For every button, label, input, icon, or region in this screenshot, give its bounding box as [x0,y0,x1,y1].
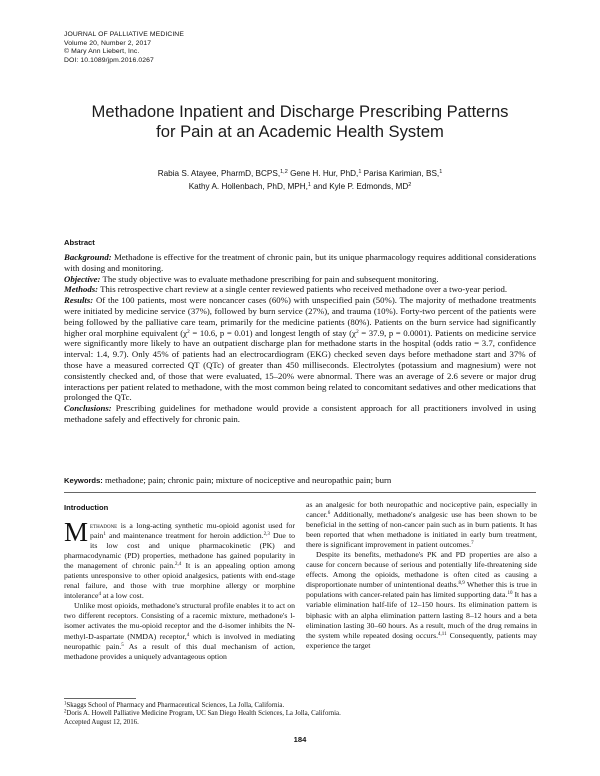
citation: 4,11 [438,631,447,637]
intro-paragraph-2 [64,601,295,661]
abstract-conclusions [64,403,536,425]
author-name: Gene H. Hur, PhD, [290,169,359,178]
results-label: Results: [64,295,94,306]
conclusions-label: Conclusions: [64,403,112,414]
right-column [306,500,537,651]
results-text-c: = 37.9, p = 0.0001). Patients on medicine service were significantly more likely to have an outpatient discharge plan for methadone starts in the hospital (odds ratio = 3.7, confidence interval: 1.4, 9.7). Only 45% of patients had an electrocardiogram (EKG) checked seven days before methadone start and 37% of those have a measured corrected QT (QTc) of greater than 450 milliseconds. Electrolytes (potassium and magnesium) were not consistently checked and, of those that were evaluated, 15–20% were abnormal. There was an average of 2.6 severe or major drug interactions per patient related to methadone, with the most common being related to concomitant sedatives and other medications that prolonged the QTc. [64,327,537,403]
citation: 2,4 [175,562,182,568]
citation: 6 [327,511,331,517]
citation: 5 [121,642,124,648]
text-run: and maintenance treatment for heroin addiction. [105,531,264,541]
text-run: which is involved in mediating neuropathic pain. [64,631,295,651]
abstract-heading: Abstract [64,238,95,247]
abstract-objective [64,274,536,285]
results-text-a: Of the 100 patients, most were noncancer cases (60%) with unspecified pain (50%). The majority of methadone treatments were initiated by medicine service (37%), followed by burn service (27%), and trauma (10%). Forty-two percent of the patients were being followed by the palliative care team, primarily for the medicine patients (80%). Patients on the burn service had significantly higher oral morphine equivalent (χ [64,295,537,338]
footnote-marker: 1 [64,701,67,707]
footnote-text: Doris A. Howell Palliative Medicine Program, UC San Diego Health Sciences, La Jolla, California. [66,710,341,718]
text-run: Additionally, methadone's analgesic use has been shown to be beneficial in the setting of non-cancer pain such as in burn patients. It has been reported that when methadone is initiated in early burn treatment, there is significant improvement in patient outcomes. [306,510,537,550]
text-run: at a low cost. [100,591,144,601]
citation: 8,9 [458,581,465,587]
text-run: Unlike most opioids, methadone's structural profile enables it to act on two different receptors. Consisting of a racemic mixture, methadone's l-isomer activates the mu-opioid receptor and the d-isomer inhibits the N-methyl-D-aspartate (NMDA) receptor, [64,601,295,641]
keywords-label: Keywords: [64,476,103,485]
drop-cap: M [64,517,89,547]
title-line-2: for Pain at an Academic Health System [156,122,444,141]
conclusions-text: Prescribing guidelines for methadone would provide a consistent approach for all practitioners involved in using methadone safely and effectively for chronic pain. [64,403,537,424]
section-divider [64,492,536,493]
text-run: as an analgesic for both neuropathic and nociceptive pain, especially in cancer. [306,500,537,520]
text-run: is a long-acting synthetic mu-opioid agonist used for pain [90,521,295,541]
citation: 7 [471,541,474,547]
citation: 1 [103,532,106,538]
citation: 2,3 [263,532,270,538]
footnotes [64,702,341,727]
footnote-marker: 2 [64,709,67,715]
journal-header [64,31,184,65]
abstract-background [64,252,536,274]
small-caps-word: ethadone [90,522,118,530]
author-name: and Kyle P. Edmonds, MD [313,182,409,191]
methods-text: This retrospective chart review at a single center reviewed patients who received methadone over a two-year period. [100,284,508,295]
text-run: Whether this is true in populations with cancer-related pain has limited supporting data. [306,580,538,600]
accepted-date: Accepted August 12, 2016. [64,718,139,726]
text-run: It has a variable elimination half-life of 12–150 hours. Its elimination pattern is biphasic with an alpha elimination pattern lasting 8–12 hours and a beta elimination lasting 30–60 hours. As a result, much of the drug remains in the system while repeated dosing occurs. [306,590,537,640]
introduction-heading: Introduction [64,503,109,512]
objective-text: The study objective was to evaluate methadone prescribing for pain and subsequent monitoring. [102,273,439,284]
background-label: Background: [64,252,112,262]
text-run: It is an appealing option among patients unresponsive to other opioid analgesics, patients with end-stage renal failure, and those with true morphine allergy or morphine intolerance [64,561,295,601]
keywords-text: methadone; pain; chronic pain; mixture of nociceptive and neuropathic pain; burn [105,475,392,485]
author-name: Parisa Karimian, BS, [363,169,440,178]
left-column [64,517,295,662]
journal-doi[interactable]: DOI: 10.1089/jpm.2016.0267 [64,56,154,64]
journal-copyright: © Mary Ann Liebert, Inc. [64,48,140,56]
author-affiliation: 1,2 [280,169,288,175]
author-affiliation: 1 [358,169,362,175]
abstract-body [64,252,536,425]
footnote-2 [64,710,341,718]
journal-volume: Volume 20, Number 2, 2017 [64,39,152,47]
text-run: Despite its benefits, methadone's PK and PD properties are also a cause for concern because of serious and potentially life-threatening side effects. Among the opioids, methadone is often cited as causing a disproportionate number of unintentional deaths. [306,550,537,590]
text-run: Consequently, patients may experience the target [306,630,537,650]
abstract-methods [64,284,536,295]
author-affiliation: 2 [408,182,412,188]
background-text: Methadone is effective for the treatment of chronic pain, but its unique pharmacology requires additional considerations with dosing and monitoring. [64,252,536,273]
author-affiliation: 1 [307,182,311,188]
citation: 4 [98,592,101,598]
intro-paragraph-3 [306,550,537,650]
abstract-results [64,295,536,403]
intro-paragraph-1 [64,517,295,601]
title-line-1: Methadone Inpatient and Discharge Prescribing Patterns [91,102,509,121]
citation: 4 [186,632,190,638]
chi-square-sup: 2 [187,328,190,335]
results-text-b: = 10.6, p = 0.01) and longest length of stay (χ [189,327,356,338]
citation: 10 [507,591,513,597]
page-number: 184 [293,735,307,744]
objective-label: Objective: [64,273,101,284]
methods-label: Methods: [64,284,99,295]
intro-paragraph-2-continued [306,500,537,550]
keywords [64,475,536,486]
author-list [40,167,560,193]
article-title [40,102,560,142]
footnote-text: Skaggs School of Pharmacy and Pharmaceutical Sciences, La Jolla, California. [66,702,285,709]
text-run: Due to its low cost and unique pharmacokinetic (PK) and pharmacodynamic (PD) properties, methadone has gained popularity in the management of chronic pain. [64,531,295,571]
footnote-divider [64,698,136,699]
author-name: Kathy A. Hollenbach, PhD, MPH, [188,182,308,191]
text-run: As a result of this dual mechanism of action, methadone provides a uniquely advantageous option [64,641,295,661]
journal-name: JOURNAL OF PALLIATIVE MEDICINE [64,31,184,38]
author-name: Rabia S. Atayee, PharmD, BCPS, [157,169,281,178]
chi-square-sup: 2 [355,328,359,335]
author-affiliation: 1 [439,169,443,175]
